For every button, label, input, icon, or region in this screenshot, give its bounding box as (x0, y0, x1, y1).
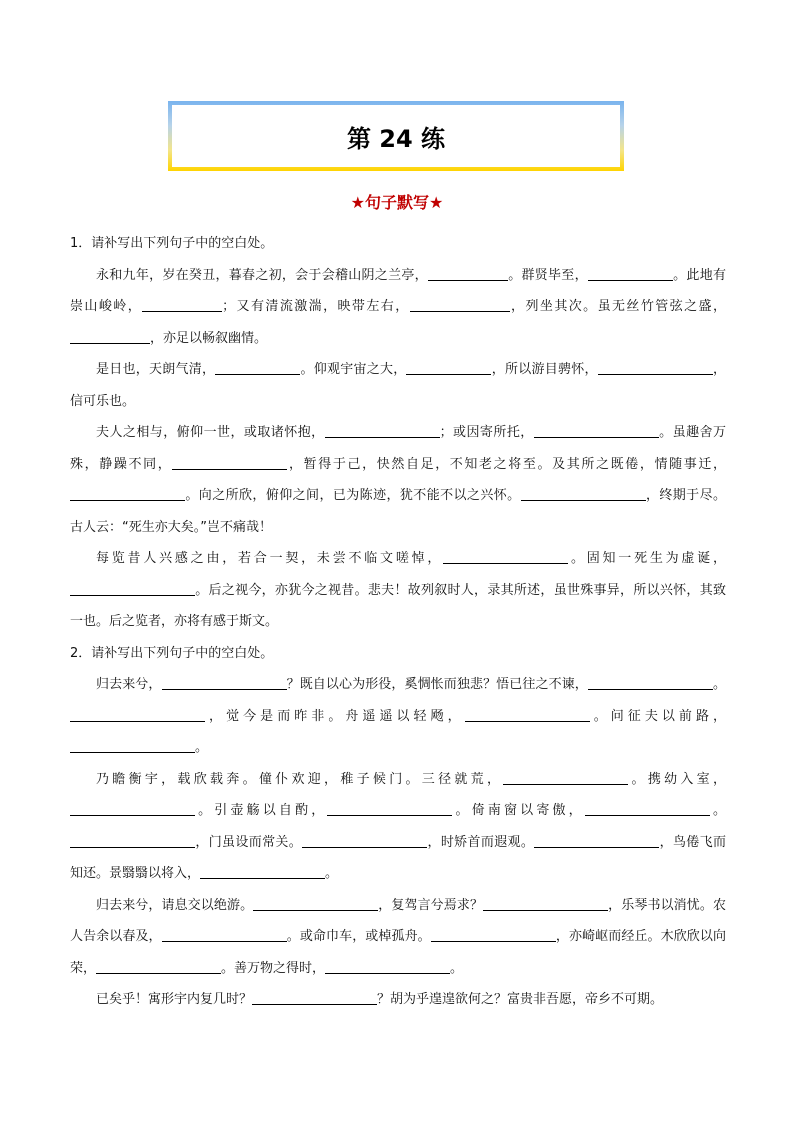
answer-blank[interactable] (465, 707, 590, 722)
answer-blank[interactable] (70, 707, 205, 722)
question-2-paragraph-2: 乃瞻衡宇，载欣载奔。僮仆欢迎，稚子候门。三径就荒， 。携幼入室，。引壶觞以自酌， 。倚南窗以寄傲， 。，门虽设而常关。 ，时矫首而遐观。 ，鸟倦飞而知还。景翳翳以将入， 。 (70, 771, 726, 881)
answer-blank[interactable] (585, 801, 710, 816)
question-1-title: 1．请补写出下列句子中的空白处。 (70, 236, 274, 251)
answer-blank[interactable] (70, 738, 195, 753)
answer-blank[interactable] (410, 297, 510, 312)
section-heading: ★句子默写★ (350, 193, 444, 212)
question-2-paragraph-1: 归去来兮， ？既自以心为形役，奚惆怅而独悲？悟已往之不谏， 。，觉今是而昨非。舟遥遥以轻飏， 。问征夫以前路，。 (70, 669, 726, 764)
answer-blank[interactable] (302, 833, 427, 848)
answer-blank[interactable] (431, 927, 556, 942)
answer-blank[interactable] (200, 864, 325, 879)
answer-blank[interactable] (162, 927, 287, 942)
question-1-paragraph-3: 夫人之相与，俯仰一世，或取诸怀抱， ；或因寄所托， 。虽趣舍万殊，静躁不同， ，暂得于己，快然自足，不知老之将至。及其所之既倦，情随事迁，。向之所欣，俯仰之间，已为陈迹，犹不能不以之兴怀。 ，终期于尽。古人云：“死生亦大矣。”岂不痛哉！ (70, 425, 726, 535)
answer-blank[interactable] (534, 423, 659, 438)
answer-blank[interactable] (598, 360, 713, 375)
question-2-paragraph-3: 归去来兮，请息交以绝游。 ，复驾言兮焉求？ ，乐琴书以消忧。农人告余以春及， 。或命巾车，或棹孤舟。 ，亦崎岖而经丘。木欣欣以向荣， 。善万物之得时， 。 (70, 897, 726, 976)
answer-blank[interactable] (503, 770, 628, 785)
title-frame (168, 101, 624, 171)
question-1-paragraph-4: 每览昔人兴感之由，若合一契，未尝不临文嗟悼， 。固知一死生为虚诞，。后之视今，亦犹今之视昔。悲夫！故列叙时人，录其所述，虽世殊事异，所以兴怀，其致一也。后之览者，亦将有感于斯文。 (70, 551, 726, 629)
answer-blank[interactable] (215, 360, 300, 375)
answer-blank[interactable] (162, 675, 287, 690)
answer-blank[interactable] (588, 675, 713, 690)
question-2-title: 2．请补写出下列句子中的空白处。 (70, 645, 274, 661)
answer-blank[interactable] (142, 297, 222, 312)
answer-blank[interactable] (521, 486, 646, 501)
answer-blank[interactable] (96, 959, 221, 974)
answer-blank[interactable] (483, 896, 608, 911)
answer-blank[interactable] (428, 266, 508, 281)
answer-blank[interactable] (406, 360, 491, 375)
answer-blank[interactable] (70, 801, 195, 816)
answer-blank[interactable] (534, 833, 659, 848)
answer-blank[interactable] (327, 801, 452, 816)
question-1-paragraph-1: 永和九年，岁在癸丑，暮春之初，会于会稽山阴之兰亭， 。群贤毕至， 。此地有崇山峻岭， ；又有清流激湍，映带左右， ，列坐其次。虽无丝竹管弦之盛，，亦足以畅叙幽情。 (70, 267, 726, 346)
answer-blank[interactable] (252, 990, 377, 1005)
answer-blank[interactable] (325, 423, 440, 438)
answer-blank[interactable] (70, 486, 185, 501)
page-title: 第 24 练 (172, 105, 620, 167)
answer-blank[interactable] (70, 329, 150, 344)
question-1-paragraph-2: 是日也，天朗气清， 。仰观宇宙之大， ，所以游目骋怀， ，信可乐也。 (70, 362, 726, 409)
answer-blank[interactable] (253, 896, 378, 911)
answer-blank[interactable] (443, 549, 568, 564)
answer-blank[interactable] (172, 455, 287, 470)
exercise-body (70, 228, 726, 1016)
answer-blank[interactable] (588, 266, 673, 281)
answer-blank[interactable] (325, 959, 450, 974)
answer-blank[interactable] (70, 581, 195, 596)
question-2-paragraph-4: 已矣乎！寓形宇内复几时？ ？胡为乎遑遑欲何之？富贵非吾愿，帝乡不可期。 (96, 992, 664, 1007)
answer-blank[interactable] (70, 833, 195, 848)
